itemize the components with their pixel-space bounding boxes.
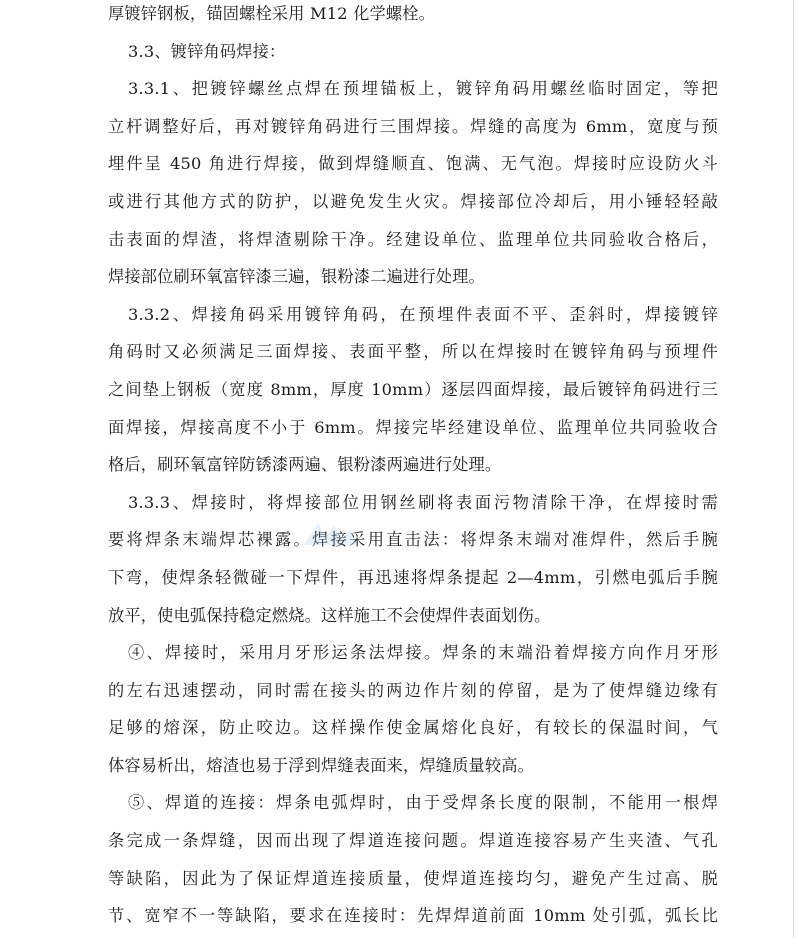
paragraph-line: 立杆调整好后，再对镀锌角码进行三围焊接。焊缝的高度为 6mm，宽度与预: [108, 116, 718, 136]
paragraph-line: 之间垫上钢板（宽度 8mm，厚度 10mm）逐层四面焊接，最后镀锌角码进行三: [108, 379, 718, 399]
paragraph-line: 面焊接，焊接高度不小于 6mm。焊接完毕经建设单位、监理单位共同验收合: [108, 417, 718, 437]
paragraph-line: 要将焊条末端焊芯裸露。焊接采用直击法：将焊条末端对准焊件，然后手腕: [108, 530, 718, 550]
paragraph-line: ⑤、焊道的连接：焊条电弧焊时，由于受焊条长度的限制，不能用一根焊: [128, 793, 718, 813]
section-heading: 3.3、镀锌角码焊接：: [128, 41, 286, 61]
watermark-logo-icon: [300, 515, 360, 555]
text-line: 厚镀锌钢板，锚固螺栓采用 M12 化学螺栓。: [108, 4, 436, 23]
paragraph-line: 角码时又必须满足三面焊接、表面平整，所以在焊接时在镀锌角码与预埋件: [108, 342, 718, 362]
paragraph-line: 体容易析出，熔渣也易于浮到焊缝表面来，焊缝质量较高。: [108, 755, 535, 775]
paragraph-line: 或进行其他方式的防护，以避免发生火灾。焊接部位冷却后，用小锤轻轻敲: [108, 191, 718, 211]
paragraph-line: 节、宽窄不一等缺陷，要求在连接时：先焊焊道前面 10mm 处引弧，弧长比: [108, 906, 718, 926]
paragraph-line: 击表面的焊渣，将焊渣剔除干净。经建设单位、监理单位共同验收合格后，: [108, 229, 718, 249]
paragraph-line: 3.3.1、把镀锌螺丝点焊在预埋锚板上，镀锌角码用螺丝临时固定，等把: [128, 79, 718, 99]
paragraph-line: 格后，刷环氧富锌防锈漆两遍、银粉漆两遍进行处理。: [108, 455, 502, 475]
document-body: [108, 0, 718, 935]
paragraph-line: 的左右迅速摆动，同时需在接头的两边作片刻的停留，是为了使焊缝边缘有: [108, 680, 718, 700]
paragraph-line: 条完成一条焊缝，因而出现了焊道连接问题。焊道连接容易产生夹渣、气孔: [108, 831, 718, 851]
paragraph-line: 3.3.2、焊接角码采用镀锌角码，在预埋件表面不平、歪斜时，焊接镀锌: [128, 304, 718, 324]
paragraph-line: 足够的熔深，防止咬边。这样操作使金属熔化良好，有较长的保温时间，气: [108, 718, 718, 738]
paragraph-line: 下弯，使焊条轻微碰一下焊件，再迅速将焊条提起 2—4mm，引燃电弧后手腕: [108, 567, 718, 587]
paragraph-line: 3.3.3、焊接时，将焊接部位用钢丝刷将表面污物清除干净，在焊接时需: [128, 492, 718, 512]
paragraph-line: ④、焊接时，采用月牙形运条法焊接。焊条的末端沿着焊接方向作月牙形: [128, 643, 718, 663]
paragraph-line: 等缺陷，因此为了保证焊道连接质量，使焊道连接均匀，避免产生过高、脱: [108, 868, 718, 888]
paragraph-line: 放平，使电弧保持稳定燃烧。这样施工不会使焊件表面划伤。: [108, 605, 551, 625]
paragraph-line: 焊接部位刷环氧富锌漆三遍，银粉漆二遍进行处理。: [108, 267, 485, 287]
paragraph-line: 埋件呈 450 角进行焊接，做到焊缝顺直、饱满、无气泡。焊接时应设防火斗: [108, 154, 718, 174]
